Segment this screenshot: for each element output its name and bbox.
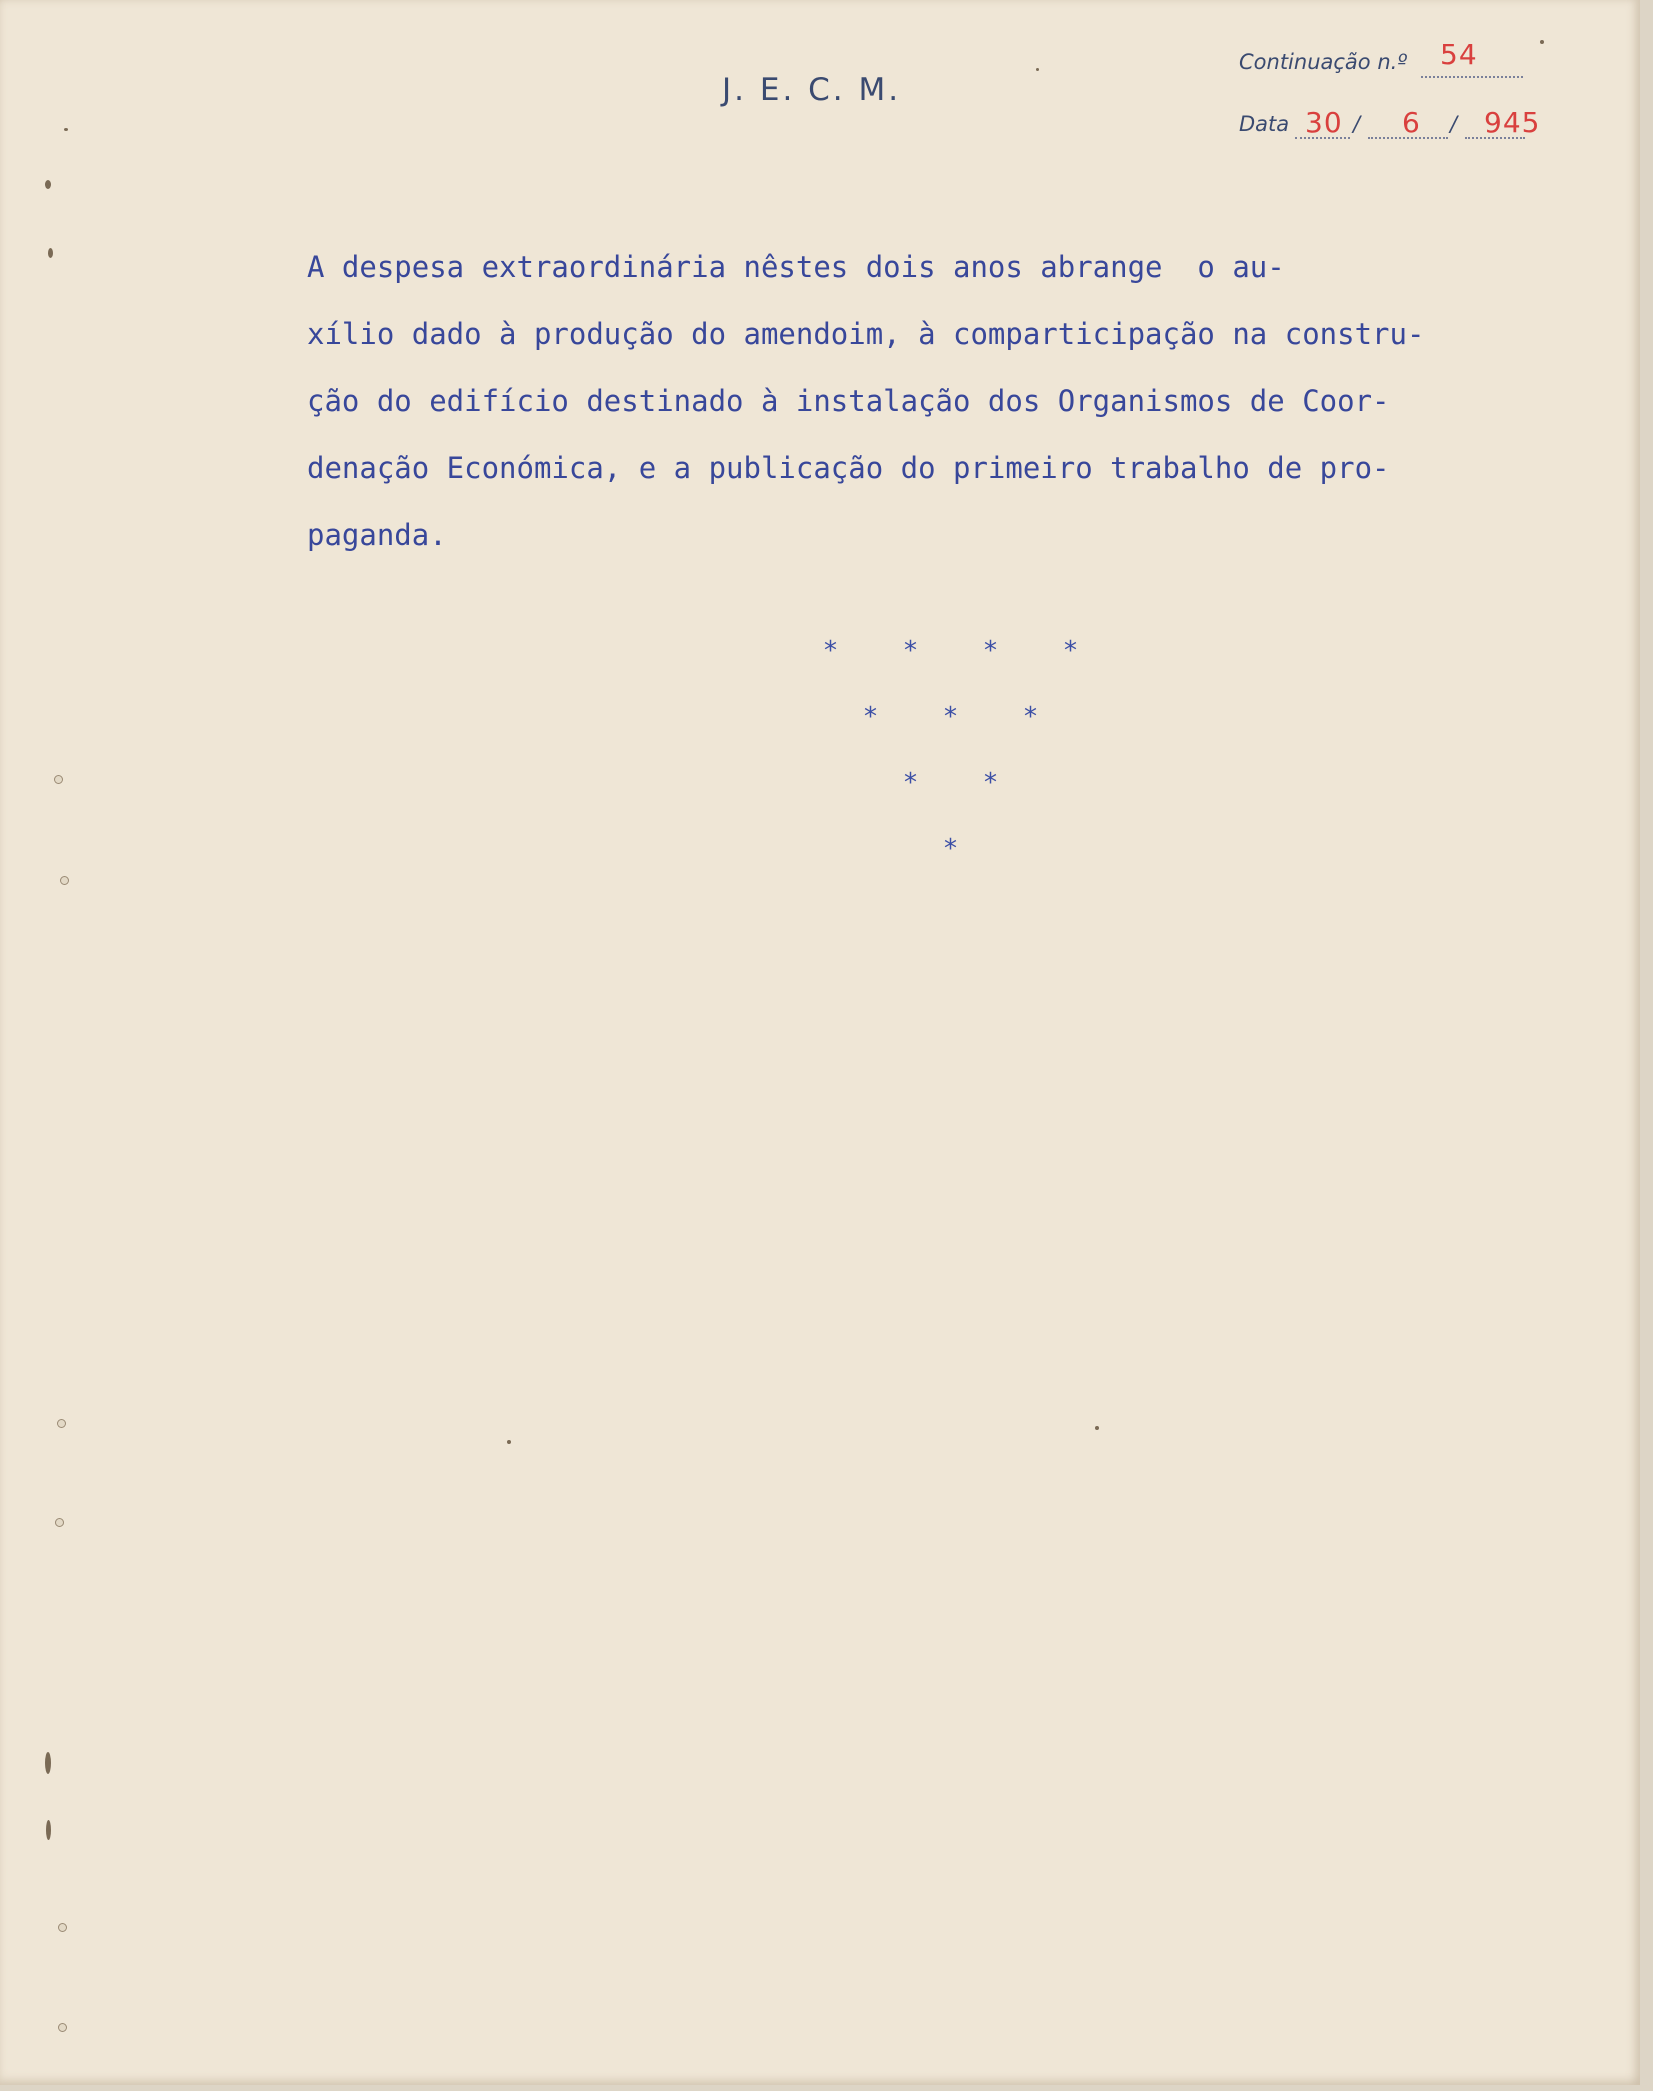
date-separator-2: / (1450, 112, 1458, 136)
asterisk-mark: * (1064, 636, 1077, 666)
paper-speck (507, 1440, 511, 1444)
asterisk-mark: * (1024, 702, 1037, 732)
asterisk-mark: * (944, 834, 957, 864)
asterisk-mark: * (984, 636, 997, 666)
continuation-number: 54 (1440, 38, 1478, 71)
paragraph-line: denação Económica, e a publicação do primeiro trabalho de pro- (307, 451, 1390, 485)
asterisk-mark: * (944, 702, 957, 732)
paper-speck (45, 180, 51, 189)
date-separator-1: / (1353, 112, 1361, 136)
paper-speck (46, 1820, 51, 1840)
paper-speck (45, 1752, 51, 1774)
paper-speck (1540, 40, 1544, 44)
typewritten-paragraph (307, 234, 1597, 569)
date-month: 6 (1402, 106, 1421, 139)
paper-speck (1036, 68, 1039, 71)
date-day: 30 (1305, 106, 1343, 139)
asterisk-mark: * (824, 636, 837, 666)
asterisk-mark: * (904, 636, 917, 666)
asterisk-mark: * (904, 768, 917, 798)
date-year: 945 (1484, 106, 1541, 139)
paper-speck (48, 248, 53, 258)
paragraph-line: ção do edifício destinado à instalação dos Organismos de Coor- (307, 384, 1390, 418)
paper-speck (1095, 1426, 1099, 1430)
date-label: Data (1239, 112, 1290, 136)
punch-hole (54, 775, 63, 784)
punch-hole (57, 1419, 66, 1428)
punch-hole (58, 1923, 67, 1932)
punch-hole (55, 1518, 64, 1527)
punch-hole (58, 2023, 67, 2032)
punch-hole (60, 876, 69, 885)
paper-speck (64, 128, 68, 131)
paragraph-line: A despesa extraordinária nêstes dois anos abrange o au- (307, 250, 1285, 284)
paragraph-line: paganda. (307, 518, 447, 552)
paragraph-line: xílio dado à produção do amendoim, à comparticipação na constru- (307, 317, 1425, 351)
continuation-label: Continuação n.º (1239, 50, 1408, 74)
continuation-field-line (1421, 76, 1523, 78)
organization-header: J. E. C. M. (722, 72, 902, 108)
asterisk-mark: * (984, 768, 997, 798)
asterisk-mark: * (864, 702, 877, 732)
